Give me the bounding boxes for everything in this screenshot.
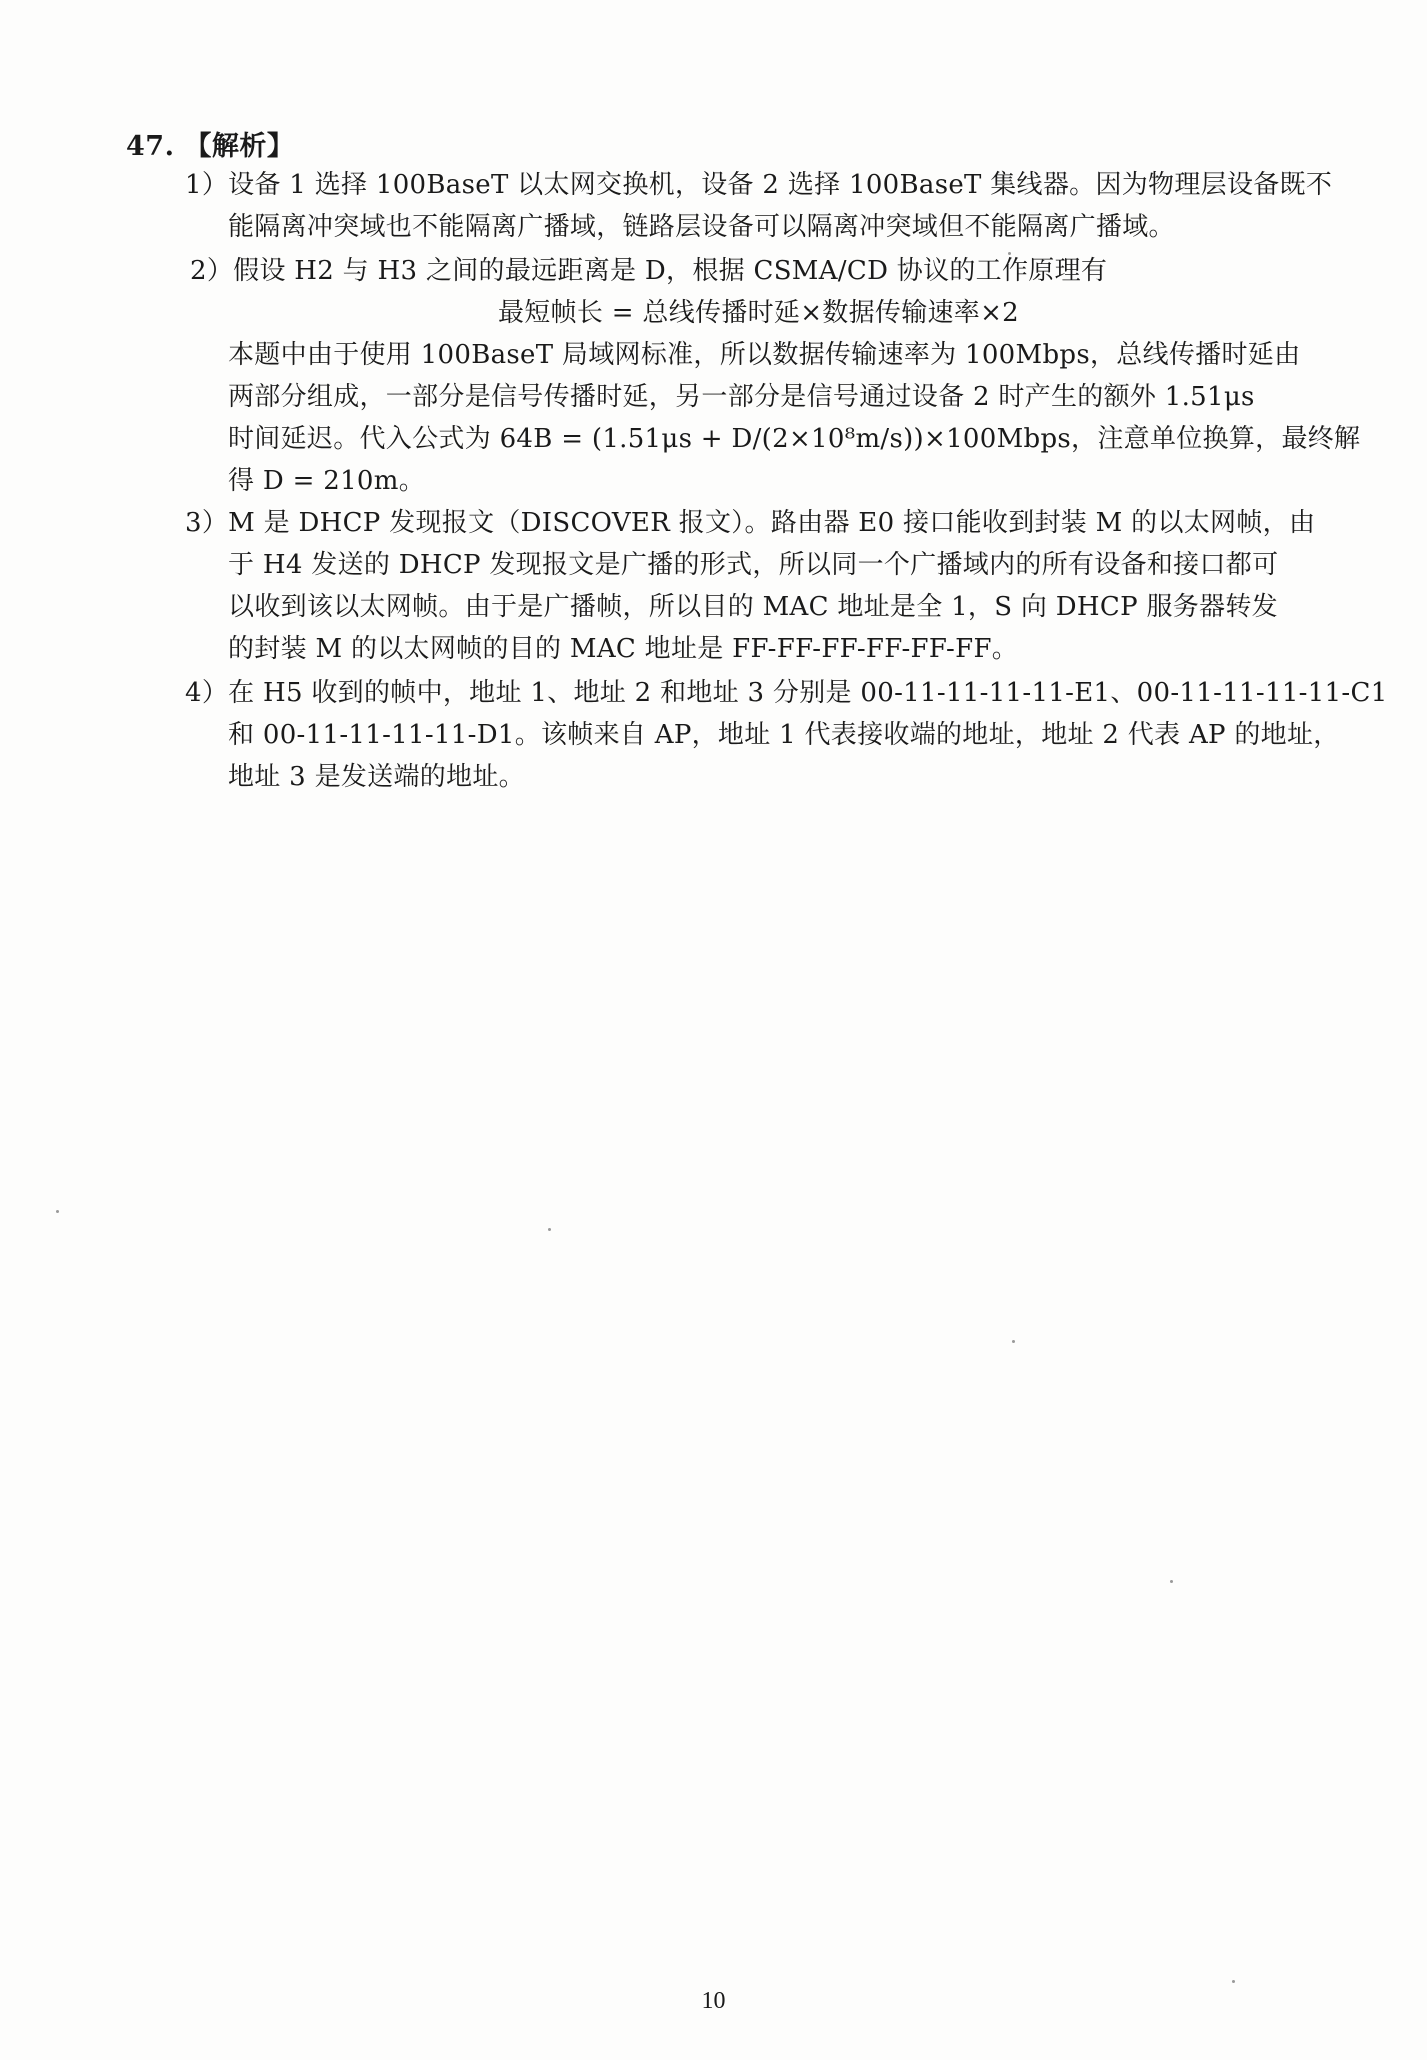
- answer-line-6: 两部分组成，一部分是信号传播时延，另一部分是信号通过设备 2 时产生的额外 1.51μs: [228, 382, 1255, 412]
- answer-line-7: 时间延迟。代入公式为 64B = (1.51μs + D/(2×10⁸m/s))×100Mbps，注意单位换算，最终解: [228, 424, 1361, 454]
- answer-line-12: 的封装 M 的以太网帧的目的 MAC 地址是 FF-FF-FF-FF-FF-FF。: [228, 634, 1019, 664]
- page-number: 10: [701, 1988, 726, 2014]
- scan-speck: [1170, 1580, 1173, 1583]
- answer-line-11: 以收到该以太网帧。由于是广播帧，所以目的 MAC 地址是全 1，S 向 DHCP 服务器转发: [228, 592, 1278, 622]
- formula-line: 最短帧长 = 总线传播时延×数据传输速率×2: [498, 298, 1020, 328]
- answer-line-3: 2）假设 H2 与 H3 之间的最远距离是 D，根据 CSMA/CD 协议的工作原理有: [190, 256, 1108, 286]
- scan-speck: [1232, 1980, 1235, 1983]
- answer-line-1: 1）设备 1 选择 100BaseT 以太网交换机，设备 2 选择 100BaseT 集线器。因为物理层设备既不: [185, 170, 1333, 200]
- answer-line-8: 得 D = 210m。: [228, 466, 426, 496]
- scan-speck: [548, 1228, 551, 1231]
- answer-line-15: 地址 3 是发送端的地址。: [228, 762, 525, 792]
- answer-line-5: 本题中由于使用 100BaseT 局域网标准，所以数据传输速率为 100Mbps，总线传播时延由: [228, 340, 1301, 370]
- answer-line-13: 4）在 H5 收到的帧中，地址 1、地址 2 和地址 3 分别是 00-11-11-11-11-E1、00-11-11-11-11-C1: [185, 678, 1388, 708]
- scan-speck: [1012, 1340, 1015, 1343]
- answer-line-14: 和 00-11-11-11-11-D1。该帧来自 AP，地址 1 代表接收端的地址，地址 2 代表 AP 的地址，: [228, 720, 1340, 750]
- question-heading: 47. 【解析】: [126, 131, 295, 162]
- scan-speck: [1008, 252, 1011, 255]
- answer-line-10: 于 H4 发送的 DHCP 发现报文是广播的形式，所以同一个广播域内的所有设备和接口都可: [228, 550, 1279, 580]
- scan-speck: [56, 1210, 59, 1213]
- answer-line-9: 3）M 是 DHCP 发现报文（DISCOVER 报文）。路由器 E0 接口能收到封装 M 的以太网帧，由: [185, 508, 1316, 538]
- answer-line-2: 能隔离冲突域也不能隔离广播域，链路层设备可以隔离冲突域但不能隔离广播域。: [228, 212, 1175, 242]
